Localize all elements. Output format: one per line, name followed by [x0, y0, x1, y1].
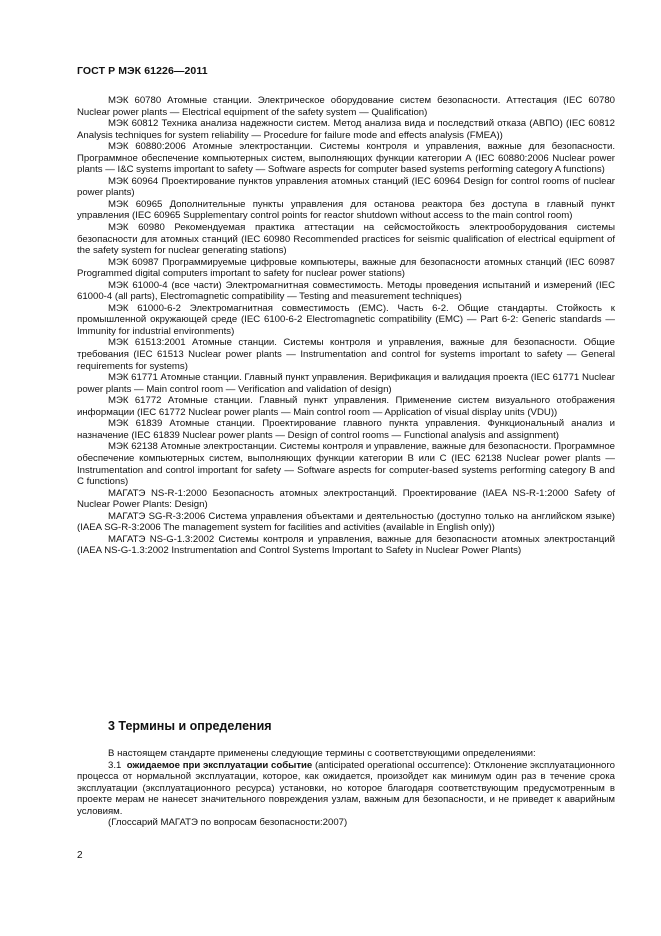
reference-item: МЭК 60987 Программируемые цифровые компьютеры, важные для безопасности атомных станций (IEC 60987 Programmed digital computers important to safety for nuclear power stations)	[77, 256, 615, 280]
term-entry	[77, 760, 615, 818]
reference-item: МЭК 60880:2006 Атомные электростанции. Системы контроля и управления, важные для безопасности. Программное обеспечение компьютерных систем, выполняющих функции категории А (IEC 60880:2006 Nuclear power plants — I&C systems important to safety — Software aspects for computer based systems performing category A functions)	[77, 141, 615, 176]
reference-item: МАГАТЭ SG-R-3:2006 Система управления объектами и деятельностью (доступно только на английском языке) (IAEA SG-R-3:2006 The management system for facilities and activities (available in English only))	[77, 510, 615, 534]
terms-intro: В настоящем стандарте применены следующие термины с соответствующими определениями:	[108, 748, 536, 759]
reference-item: МЭК 60965 Дополнительные пункты управления для останова реактора без доступа в главный пункт управления (IEC 60965 Supplementary control points for reactor shutdown without access to the main control room)	[77, 198, 615, 222]
term-number: 3.1	[108, 759, 122, 771]
reference-item: МАГАТЭ NS-G-1.3:2002 Системы контроля и управления, важные для безопасности атомных электростанций (IAEA NS-G-1.3:2002 Instrumentation and Control Systems Important to Safety in Nuclear Power Plants)	[77, 533, 615, 557]
reference-item: МАГАТЭ NS-R-1:2000 Безопасность атомных электростанций. Проектирование (IAEA NS-R-1:2000 Safety of Nuclear Power Plants: Design)	[77, 487, 615, 511]
reference-item: МЭК 61513:2001 Атомные станции. Системы контроля и управления, важные для безопасности. Общие требования (IEC 61513 Nuclear power plants — Instrumentation and control for systems important to safety — General requirements for systems)	[77, 337, 615, 372]
reference-item: МЭК 60980 Рекомендуемая практика аттестации на сейсмостойкость электрооборудования системы безопасности для атомных станций (IEC 60980 Recommended practices for seismic qualification of electrical equipment of the safety system for nuclear generating stations)	[77, 222, 615, 257]
reference-item: МЭК 61839 Атомные станции. Проектирование главного пункта управления. Функциональный анализ и назначение (IEC 61839 Nuclear power plants — Design of control rooms — Functional analysis and assignment)	[77, 418, 615, 441]
reference-item: МЭК 61771 Атомные станции. Главный пункт управления. Верификация и валидация проекта (IEC 61771 Nuclear power plants — Main control room — Verification and validation of design)	[77, 372, 615, 395]
reference-item: МЭК 61000-6-2 Электромагнитная совместимость (ЕМС). Часть 6-2. Общие стандарты. Стойкость к промышленной окружающей среде (IEC 6100-6-2 Electromagnetic compatibility (EMC) — Part 6-2: Generic standards — Immunity for industrial environments)	[77, 302, 615, 337]
page-number: 2	[77, 850, 83, 861]
reference-item: МЭК 60964 Проектирование пунктов управления атомных станций (IEC 60964 Design for control rooms of nuclear power plants)	[77, 175, 615, 199]
term-name: ожидаемое при эксплуатации событие	[126, 759, 313, 771]
reference-item: МЭК 61000-4 (все части) Электромагнитная совместимость. Методы проведения испытаний и измерений (IEC 61000-4 (all parts), Electromagnetic compatibility — Testing and measurement techniques)	[77, 279, 615, 303]
reference-item: МЭК 60812 Техника анализа надежности систем. Метод анализа вида и последствий отказа (АВПО) (IEC 60812 Analysis techniques for system reliability — Procedure for failure mode and effects analysis (FMEA))	[77, 118, 615, 141]
document-header: ГОСТ Р МЭК 61226—2011	[77, 65, 208, 77]
reference-item: МЭК 60780 Атомные станции. Электрическое оборудование систем безопасности. Аттестация (IEC 60780 Nuclear power plants — Electrical equipment of the safety system — Qualification)	[77, 95, 615, 118]
term-source-note: (Глоссарий МАГАТЭ по вопросам безопасности:2007)	[108, 817, 348, 829]
section-heading: 3 Термины и определения	[108, 719, 272, 733]
term-definition: (anticipated operational occurrence): Отклонение эксплуатационного процесса от нормальной эксплуатации, которое, как ожидается, произойдет как минимум один раз в течение срока эксплуатации (эксплуатационного ресурса) установки, но которое благодаря соответствующим предусмотренным в проекте мерам не нанесет значительного повреждения узлам, важным для безопасности, и не приведет к аварийным условиям.	[77, 759, 615, 817]
reference-item: МЭК 61772 Атомные станции. Главный пункт управления. Применение систем визуального отображения информации (IEC 61772 Nuclear power plants — Main control room — Application of visual display units (VDU))	[77, 395, 615, 418]
normative-references	[77, 95, 615, 557]
terms-section	[77, 748, 615, 829]
reference-item: МЭК 62138 Атомные электростанции. Системы контроля и управление, важные для безопасности. Программное обеспечение компьютерных систем, выполняющих функции категории В или С (IEC 62138 Nuclear power plants — Instrumentation and control important for safety — Software aspects for computer-based systems performing category B and C functions)	[77, 441, 615, 488]
